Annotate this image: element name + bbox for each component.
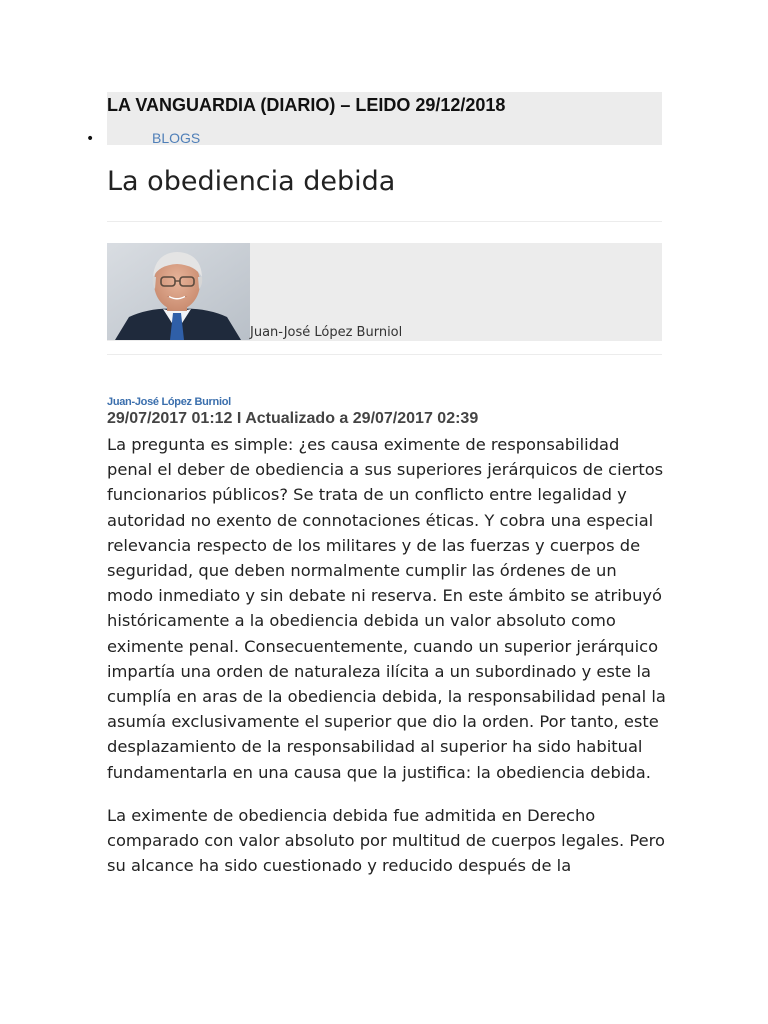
blogs-section-link[interactable]: BLOGS — [152, 130, 201, 146]
article-title: La obediencia debida — [107, 166, 396, 197]
author-photo-caption: Juan-José López Burniol — [250, 325, 403, 340]
title-divider — [107, 221, 662, 222]
author-photo — [107, 243, 250, 340]
list-bullet: • — [86, 131, 95, 147]
article-paragraph: La pregunta es simple: ¿es causa eximente de responsabilidad penal el deber de obediencia a sus superiores jerárquicos de ciertos funcionarios públicos? Se trata de un conflicto entre legalidad y autoridad no exento de connotaciones éticas. Y cobra una especial relevancia respecto de los militares y de las fuerzas y cuerpos de seguridad, que deben normalmente cumplir las órdenes de un modo inmediato y sin debate ni reserva. En este ámbito se atribuyó históricamente a la obediencia debida un valor absoluto como eximente penal. Consecuentemente, cuando un superior jerárquico impartía una orden de naturaleza ilícita a un subordinado y este la cumplía en aras de la obediencia debida, la responsabilidad penal la asumía exclusivamente el superior que dio la orden. Por tanto, este desplazamiento de la responsabilidad al superior ha sido habitual fundamentarla en una causa que la justifica: la obediencia debida. — [107, 435, 666, 782]
newspaper-header: LA VANGUARDIA (DIARIO) – LEIDO 29/12/2018 — [107, 95, 506, 115]
author-divider — [107, 354, 662, 355]
article-dateline: 29/07/2017 01:12 I Actualizado a 29/07/2017 02:39 — [107, 410, 479, 427]
article-paragraph: La eximente de obediencia debida fue admitida en Derecho comparado con valor absoluto por multitud de cuerpos legales. Pero su alcance ha sido cuestionado y reducido después de la — [107, 805, 665, 876]
author-byline: Juan-José López Burniol — [107, 396, 231, 408]
article-body — [107, 432, 667, 896]
